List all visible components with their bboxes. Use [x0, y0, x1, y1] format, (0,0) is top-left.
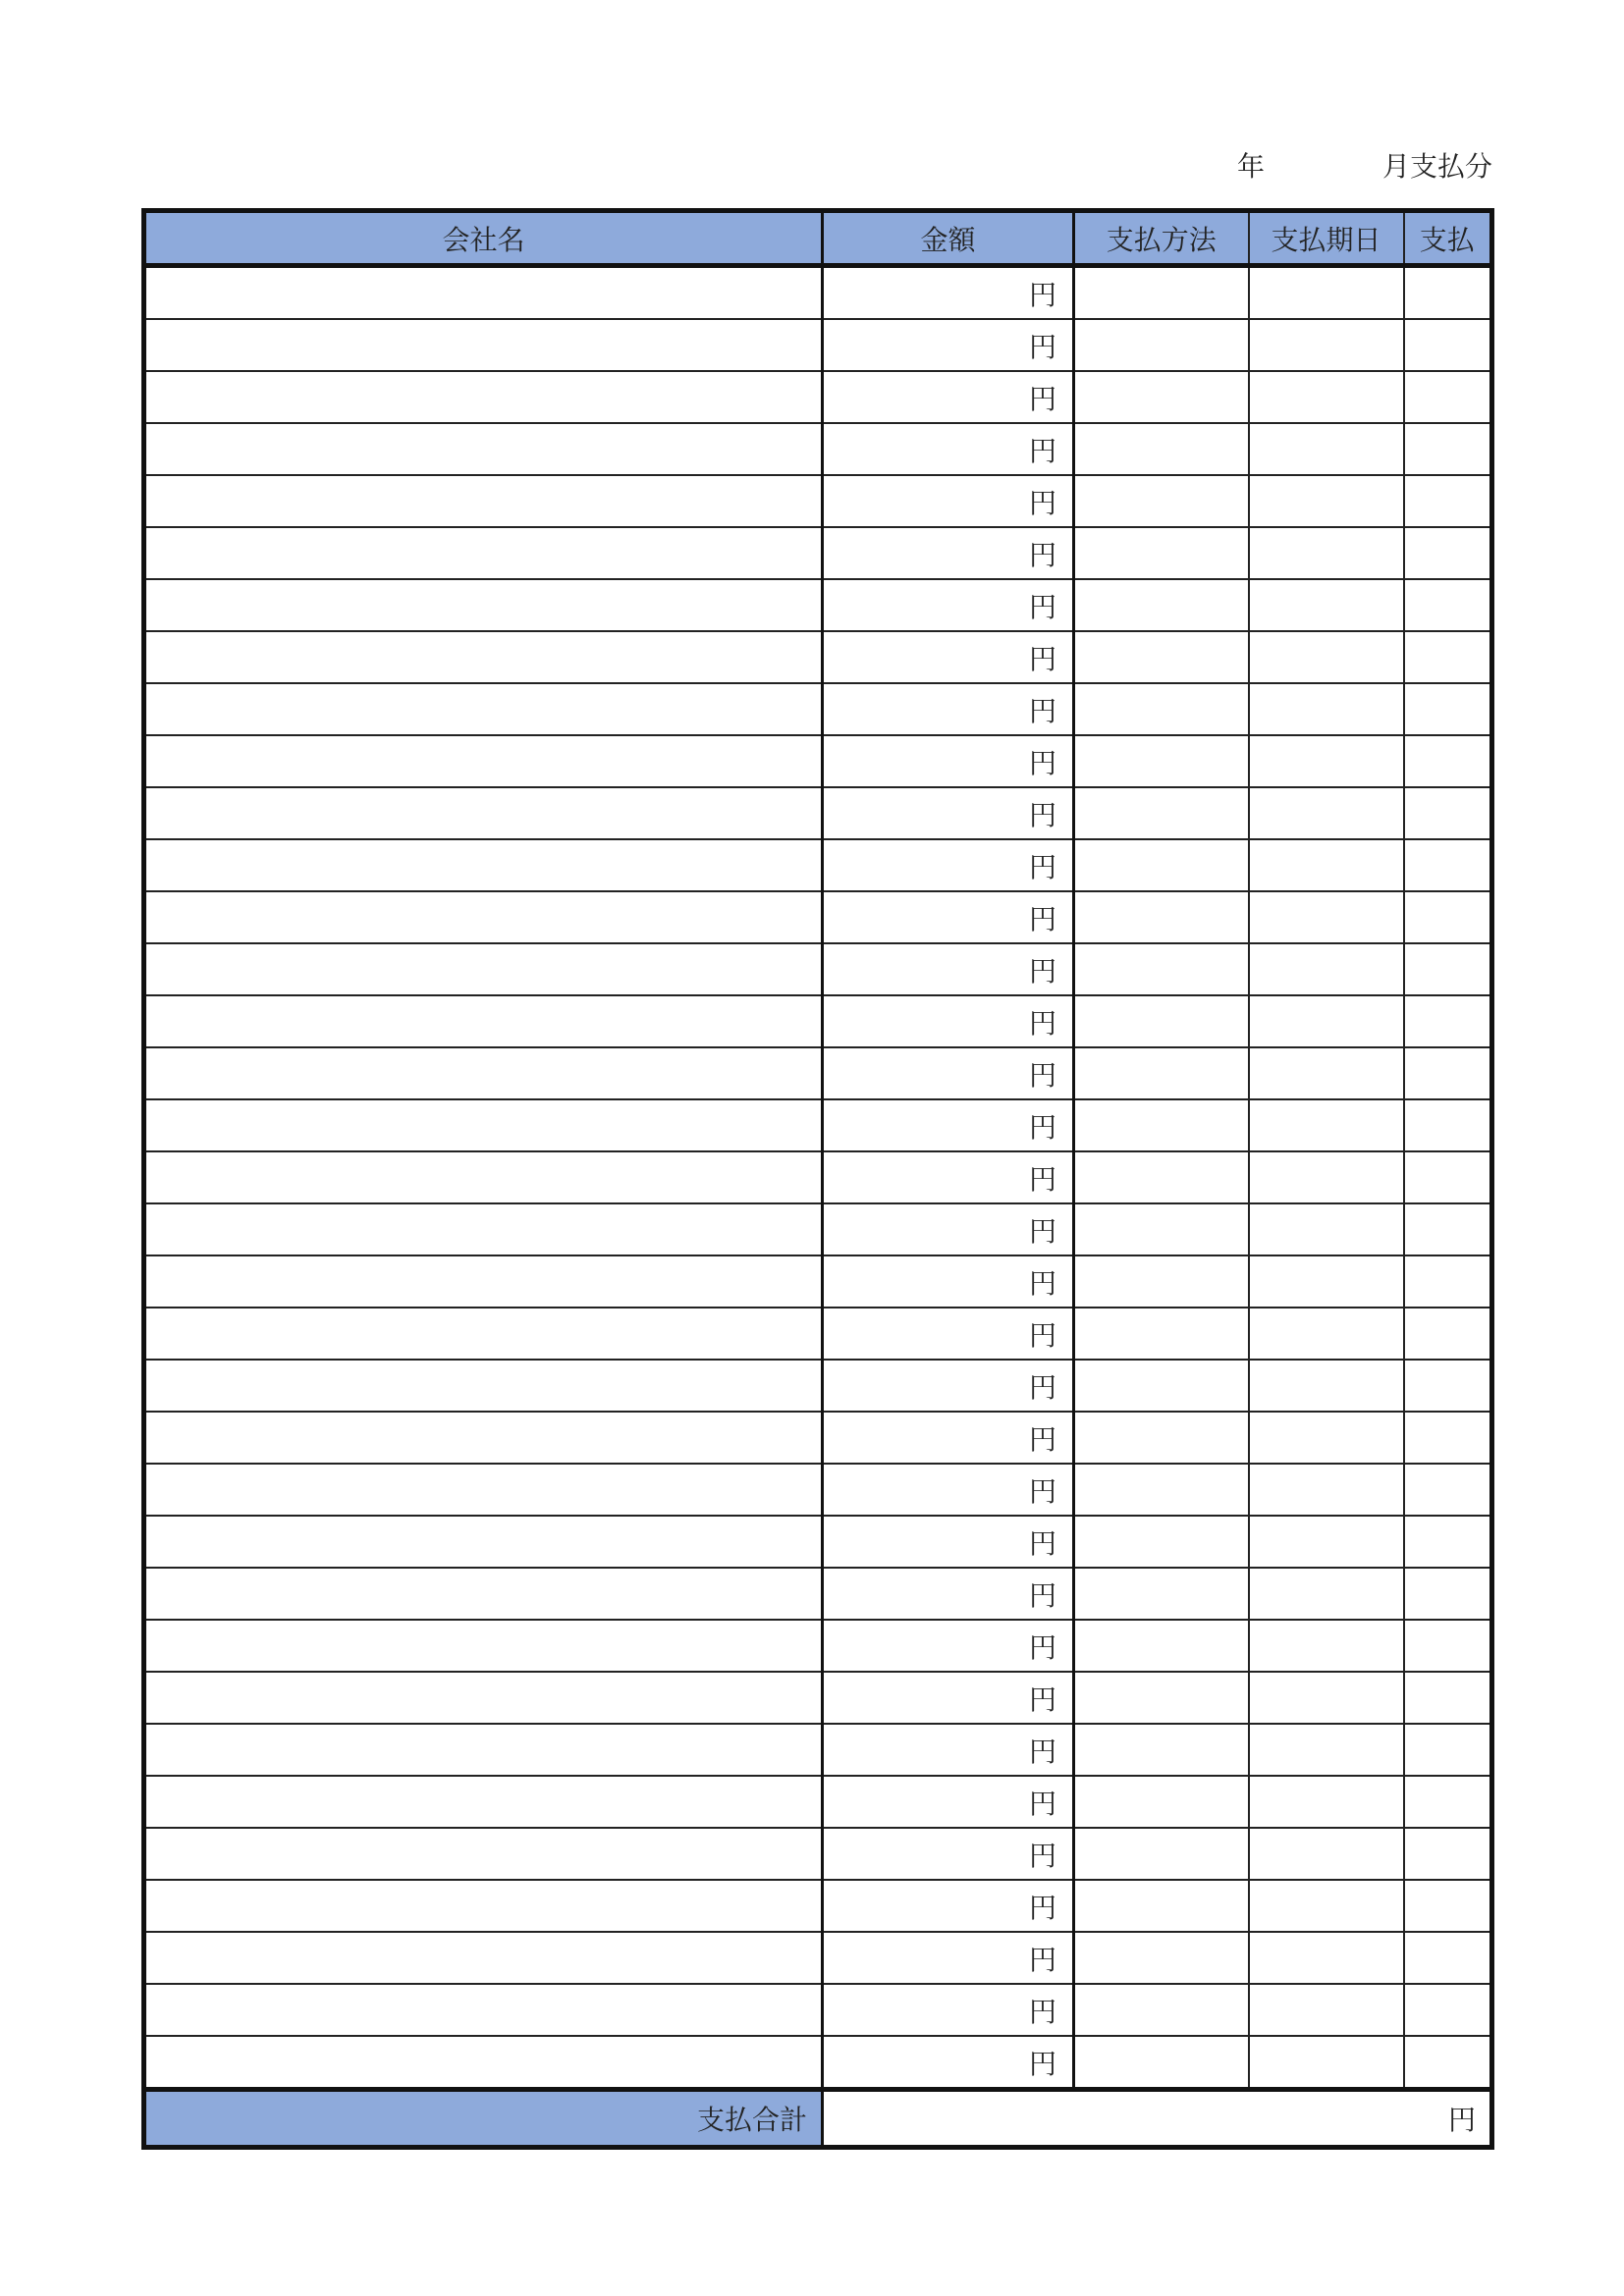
company-name-cell[interactable]	[144, 371, 823, 423]
payment-method-cell[interactable]	[1074, 1516, 1249, 1568]
due-date-cell[interactable]	[1249, 787, 1404, 839]
table-row	[144, 995, 1492, 1047]
currency-unit: 円	[1028, 434, 1056, 467]
month-payment-label: 月支払分	[1381, 150, 1492, 183]
amount-cell[interactable]	[823, 1984, 1074, 2036]
table-row	[144, 1308, 1492, 1360]
due-date-cell[interactable]	[1249, 371, 1404, 423]
due-date-cell[interactable]	[1249, 1932, 1404, 1984]
currency-unit: 円	[1028, 954, 1056, 988]
amount-cell[interactable]	[823, 1412, 1074, 1464]
paid-check-cell[interactable]	[1404, 2036, 1492, 2090]
company-name-cell[interactable]	[144, 1672, 823, 1724]
table-row	[144, 1099, 1492, 1151]
company-name-cell[interactable]	[144, 1828, 823, 1880]
due-date-cell[interactable]	[1249, 1620, 1404, 1672]
currency-unit: 円	[1028, 2047, 1056, 2080]
currency-unit: 円	[1028, 850, 1056, 883]
header-payment-method: 支払方法	[1074, 211, 1249, 266]
currency-unit: 円	[1028, 902, 1056, 935]
company-name-cell[interactable]	[144, 683, 823, 735]
amount-cell[interactable]	[823, 1932, 1074, 1984]
paid-check-cell[interactable]	[1404, 839, 1492, 891]
payment-method-cell[interactable]	[1074, 735, 1249, 787]
amount-cell[interactable]	[823, 475, 1074, 527]
payment-method-cell[interactable]	[1074, 891, 1249, 943]
amount-cell[interactable]	[823, 1516, 1074, 1568]
paid-check-cell[interactable]	[1404, 1672, 1492, 1724]
total-row	[144, 2090, 1492, 2148]
table-row	[144, 1932, 1492, 1984]
table-row	[144, 735, 1492, 787]
due-date-cell[interactable]	[1249, 683, 1404, 735]
due-date-cell[interactable]	[1249, 1672, 1404, 1724]
table-row	[144, 266, 1492, 320]
header-paid-check: 支払	[1404, 211, 1492, 266]
paid-check-cell[interactable]	[1404, 1047, 1492, 1099]
currency-unit: 円	[1028, 1058, 1056, 1092]
total-amount-cell[interactable]	[823, 2090, 1492, 2148]
amount-cell[interactable]	[823, 1724, 1074, 1776]
amount-cell[interactable]	[823, 423, 1074, 475]
company-name-cell[interactable]	[144, 527, 823, 579]
amount-cell[interactable]	[823, 995, 1074, 1047]
currency-unit: 円	[1028, 1839, 1056, 1872]
paid-check-cell[interactable]	[1404, 1516, 1492, 1568]
header-row	[144, 211, 1492, 266]
company-name-cell[interactable]	[144, 1724, 823, 1776]
due-date-cell[interactable]	[1249, 423, 1404, 475]
payment-method-cell[interactable]	[1074, 1255, 1249, 1308]
currency-unit: 円	[1028, 798, 1056, 831]
payment-method-cell[interactable]	[1074, 1776, 1249, 1828]
payment-method-cell[interactable]	[1074, 371, 1249, 423]
due-date-cell[interactable]	[1249, 1828, 1404, 1880]
paid-check-cell[interactable]	[1404, 995, 1492, 1047]
currency-unit: 円	[1028, 1318, 1056, 1352]
due-date-cell[interactable]	[1249, 1880, 1404, 1932]
table-row	[144, 1776, 1492, 1828]
paid-check-cell[interactable]	[1404, 1099, 1492, 1151]
company-name-cell[interactable]	[144, 891, 823, 943]
paid-check-cell[interactable]	[1404, 1984, 1492, 2036]
currency-unit: 円	[1028, 642, 1056, 675]
payment-method-cell[interactable]	[1074, 319, 1249, 371]
currency-unit: 円	[1028, 1682, 1056, 1716]
due-date-cell[interactable]	[1249, 1308, 1404, 1360]
currency-unit: 円	[1028, 590, 1056, 623]
payment-method-cell[interactable]	[1074, 683, 1249, 735]
table-row	[144, 1464, 1492, 1516]
company-name-cell[interactable]	[144, 1516, 823, 1568]
amount-cell[interactable]	[823, 1672, 1074, 1724]
paid-check-cell[interactable]	[1404, 319, 1492, 371]
company-name-cell[interactable]	[144, 1620, 823, 1672]
paid-check-cell[interactable]	[1404, 1568, 1492, 1620]
payment-method-cell[interactable]	[1074, 2036, 1249, 2090]
paid-check-cell[interactable]	[1404, 1828, 1492, 1880]
table-row	[144, 787, 1492, 839]
company-name-cell[interactable]	[144, 1880, 823, 1932]
payment-method-cell[interactable]	[1074, 1828, 1249, 1880]
payment-method-cell[interactable]	[1074, 1620, 1249, 1672]
due-date-cell[interactable]	[1249, 266, 1404, 320]
currency-unit: 円	[1028, 1214, 1056, 1248]
payment-method-cell[interactable]	[1074, 1151, 1249, 1203]
payment-method-cell[interactable]	[1074, 1203, 1249, 1255]
paid-check-cell[interactable]	[1404, 1724, 1492, 1776]
payment-period	[1208, 145, 1502, 185]
table-row	[144, 1672, 1492, 1724]
paid-check-cell[interactable]	[1404, 631, 1492, 683]
table-row	[144, 423, 1492, 475]
payment-method-cell[interactable]	[1074, 1984, 1249, 2036]
company-name-cell[interactable]	[144, 787, 823, 839]
amount-cell[interactable]	[823, 2036, 1074, 2090]
paid-check-cell[interactable]	[1404, 787, 1492, 839]
company-name-cell[interactable]	[144, 1308, 823, 1360]
table-row	[144, 1828, 1492, 1880]
company-name-cell[interactable]	[144, 1360, 823, 1412]
currency-unit: 円	[1028, 694, 1056, 727]
currency-unit: 円	[1028, 1266, 1056, 1300]
currency-unit: 円	[1028, 1943, 1056, 1976]
company-name-cell[interactable]	[144, 1776, 823, 1828]
company-name-cell[interactable]	[144, 1151, 823, 1203]
currency-unit: 円	[1028, 746, 1056, 779]
paid-check-cell[interactable]	[1404, 891, 1492, 943]
paid-check-cell[interactable]	[1404, 1932, 1492, 1984]
company-name-cell[interactable]	[144, 1464, 823, 1516]
currency-unit: 円	[1028, 1787, 1056, 1820]
table-row	[144, 319, 1492, 371]
currency-unit: 円	[1028, 1995, 1056, 2028]
amount-cell[interactable]	[823, 1568, 1074, 1620]
currency-unit: 円	[1028, 382, 1056, 415]
amount-cell[interactable]	[823, 1047, 1074, 1099]
company-name-cell[interactable]	[144, 1412, 823, 1464]
due-date-cell[interactable]	[1249, 1099, 1404, 1151]
table-row	[144, 943, 1492, 995]
currency-unit: 円	[1028, 1110, 1056, 1144]
amount-cell[interactable]	[823, 1255, 1074, 1308]
amount-cell[interactable]	[823, 1308, 1074, 1360]
company-name-cell[interactable]	[144, 1203, 823, 1255]
company-name-cell[interactable]	[144, 1047, 823, 1099]
due-date-cell[interactable]	[1249, 631, 1404, 683]
company-name-cell[interactable]	[144, 631, 823, 683]
amount-cell[interactable]	[823, 787, 1074, 839]
due-date-cell[interactable]	[1249, 1203, 1404, 1255]
due-date-cell[interactable]	[1249, 1464, 1404, 1516]
amount-cell[interactable]	[823, 527, 1074, 579]
table-row	[144, 683, 1492, 735]
payment-method-cell[interactable]	[1074, 631, 1249, 683]
amount-cell[interactable]	[823, 319, 1074, 371]
amount-cell[interactable]	[823, 371, 1074, 423]
table-row	[144, 371, 1492, 423]
payment-method-cell[interactable]	[1074, 787, 1249, 839]
paid-check-cell[interactable]	[1404, 371, 1492, 423]
total-label: 支払合計	[144, 2090, 823, 2148]
paid-check-cell[interactable]	[1404, 1255, 1492, 1308]
table-row	[144, 1984, 1492, 2036]
payment-method-cell[interactable]	[1074, 1568, 1249, 1620]
paid-check-cell[interactable]	[1404, 423, 1492, 475]
paid-check-cell[interactable]	[1404, 1360, 1492, 1412]
company-name-cell[interactable]	[144, 266, 823, 320]
amount-cell[interactable]	[823, 1203, 1074, 1255]
currency-unit: 円	[1028, 330, 1056, 363]
header-due-date: 支払期日	[1249, 211, 1404, 266]
payment-method-cell[interactable]	[1074, 1099, 1249, 1151]
payment-method-cell[interactable]	[1074, 266, 1249, 320]
due-date-cell[interactable]	[1249, 891, 1404, 943]
payment-method-cell[interactable]	[1074, 1360, 1249, 1412]
currency-unit: 円	[1028, 1006, 1056, 1040]
ledger-body	[144, 266, 1492, 2090]
table-row	[144, 1620, 1492, 1672]
currency-unit: 円	[1028, 1891, 1056, 1924]
payment-method-cell[interactable]	[1074, 527, 1249, 579]
company-name-cell[interactable]	[144, 319, 823, 371]
paid-check-cell[interactable]	[1404, 735, 1492, 787]
company-name-cell[interactable]	[144, 579, 823, 631]
paid-check-cell[interactable]	[1404, 1464, 1492, 1516]
paid-check-cell[interactable]	[1404, 943, 1492, 995]
table-row	[144, 1151, 1492, 1203]
table-row	[144, 1360, 1492, 1412]
total-unit: 円	[1447, 2104, 1476, 2136]
company-name-cell[interactable]	[144, 1099, 823, 1151]
table-row	[144, 1880, 1492, 1932]
paid-check-cell[interactable]	[1404, 683, 1492, 735]
paid-check-cell[interactable]	[1404, 1151, 1492, 1203]
table-row	[144, 2036, 1492, 2090]
payment-ledger-table	[141, 208, 1494, 2150]
payment-method-cell[interactable]	[1074, 1724, 1249, 1776]
due-date-cell[interactable]	[1249, 1047, 1404, 1099]
currency-unit: 円	[1028, 1370, 1056, 1404]
due-date-cell[interactable]	[1249, 2036, 1404, 2090]
currency-unit: 円	[1028, 1474, 1056, 1508]
company-name-cell[interactable]	[144, 943, 823, 995]
payment-method-cell[interactable]	[1074, 839, 1249, 891]
table-row	[144, 1412, 1492, 1464]
due-date-cell[interactable]	[1249, 579, 1404, 631]
currency-unit: 円	[1028, 1578, 1056, 1612]
company-name-cell[interactable]	[144, 995, 823, 1047]
due-date-cell[interactable]	[1249, 1151, 1404, 1203]
company-name-cell[interactable]	[144, 2036, 823, 2090]
due-date-cell[interactable]	[1249, 943, 1404, 995]
due-date-cell[interactable]	[1249, 1412, 1404, 1464]
payment-method-cell[interactable]	[1074, 1672, 1249, 1724]
due-date-cell[interactable]	[1249, 1984, 1404, 2036]
currency-unit: 円	[1028, 1162, 1056, 1196]
paid-check-cell[interactable]	[1404, 1412, 1492, 1464]
payment-method-cell[interactable]	[1074, 995, 1249, 1047]
amount-cell[interactable]	[823, 735, 1074, 787]
company-name-cell[interactable]	[144, 1932, 823, 1984]
amount-cell[interactable]	[823, 1099, 1074, 1151]
payment-method-cell[interactable]	[1074, 1412, 1249, 1464]
company-name-cell[interactable]	[144, 423, 823, 475]
paid-check-cell[interactable]	[1404, 527, 1492, 579]
due-date-cell[interactable]	[1249, 527, 1404, 579]
amount-cell[interactable]	[823, 631, 1074, 683]
table-row	[144, 1203, 1492, 1255]
due-date-cell[interactable]	[1249, 1516, 1404, 1568]
amount-cell[interactable]	[823, 1776, 1074, 1828]
table-row	[144, 1568, 1492, 1620]
due-date-cell[interactable]	[1249, 475, 1404, 527]
header-company-name: 会社名	[144, 211, 823, 266]
table-row	[144, 475, 1492, 527]
table-row	[144, 1516, 1492, 1568]
payment-method-cell[interactable]	[1074, 475, 1249, 527]
amount-cell[interactable]	[823, 1880, 1074, 1932]
company-name-cell[interactable]	[144, 475, 823, 527]
table-row	[144, 631, 1492, 683]
due-date-cell[interactable]	[1249, 1255, 1404, 1308]
paid-check-cell[interactable]	[1404, 1620, 1492, 1672]
amount-cell[interactable]	[823, 943, 1074, 995]
due-date-cell[interactable]	[1249, 1568, 1404, 1620]
payment-method-cell[interactable]	[1074, 943, 1249, 995]
paid-check-cell[interactable]	[1404, 579, 1492, 631]
paid-check-cell[interactable]	[1404, 1880, 1492, 1932]
due-date-cell[interactable]	[1249, 1776, 1404, 1828]
currency-unit: 円	[1028, 278, 1056, 311]
amount-cell[interactable]	[823, 1620, 1074, 1672]
currency-unit: 円	[1028, 486, 1056, 519]
due-date-cell[interactable]	[1249, 319, 1404, 371]
year-label: 年	[1237, 150, 1266, 183]
payment-method-cell[interactable]	[1074, 423, 1249, 475]
amount-cell[interactable]	[823, 579, 1074, 631]
due-date-cell[interactable]	[1249, 995, 1404, 1047]
header-amount: 金額	[823, 211, 1074, 266]
paid-check-cell[interactable]	[1404, 475, 1492, 527]
table-row	[144, 1255, 1492, 1308]
payment-method-cell[interactable]	[1074, 1464, 1249, 1516]
currency-unit: 円	[1028, 1526, 1056, 1560]
amount-cell[interactable]	[823, 1151, 1074, 1203]
payment-method-cell[interactable]	[1074, 1880, 1249, 1932]
currency-unit: 円	[1028, 538, 1056, 571]
amount-cell[interactable]	[823, 839, 1074, 891]
paid-check-cell[interactable]	[1404, 266, 1492, 320]
table-row	[144, 839, 1492, 891]
currency-unit: 円	[1028, 1422, 1056, 1456]
payment-method-cell[interactable]	[1074, 1932, 1249, 1984]
payment-method-cell[interactable]	[1074, 1308, 1249, 1360]
table-row	[144, 1724, 1492, 1776]
amount-cell[interactable]	[823, 1360, 1074, 1412]
due-date-cell[interactable]	[1249, 1724, 1404, 1776]
table-row	[144, 579, 1492, 631]
company-name-cell[interactable]	[144, 1255, 823, 1308]
paid-check-cell[interactable]	[1404, 1776, 1492, 1828]
due-date-cell[interactable]	[1249, 1360, 1404, 1412]
amount-cell[interactable]	[823, 1828, 1074, 1880]
currency-unit: 円	[1028, 1735, 1056, 1768]
due-date-cell[interactable]	[1249, 839, 1404, 891]
table-row	[144, 527, 1492, 579]
company-name-cell[interactable]	[144, 1568, 823, 1620]
payment-method-cell[interactable]	[1074, 579, 1249, 631]
table-row	[144, 891, 1492, 943]
paid-check-cell[interactable]	[1404, 1203, 1492, 1255]
table-row	[144, 1047, 1492, 1099]
company-name-cell[interactable]	[144, 839, 823, 891]
company-name-cell[interactable]	[144, 735, 823, 787]
amount-cell[interactable]	[823, 266, 1074, 320]
paid-check-cell[interactable]	[1404, 1308, 1492, 1360]
amount-cell[interactable]	[823, 1464, 1074, 1516]
company-name-cell[interactable]	[144, 1984, 823, 2036]
payment-method-cell[interactable]	[1074, 1047, 1249, 1099]
amount-cell[interactable]	[823, 891, 1074, 943]
amount-cell[interactable]	[823, 683, 1074, 735]
currency-unit: 円	[1028, 1630, 1056, 1664]
due-date-cell[interactable]	[1249, 735, 1404, 787]
